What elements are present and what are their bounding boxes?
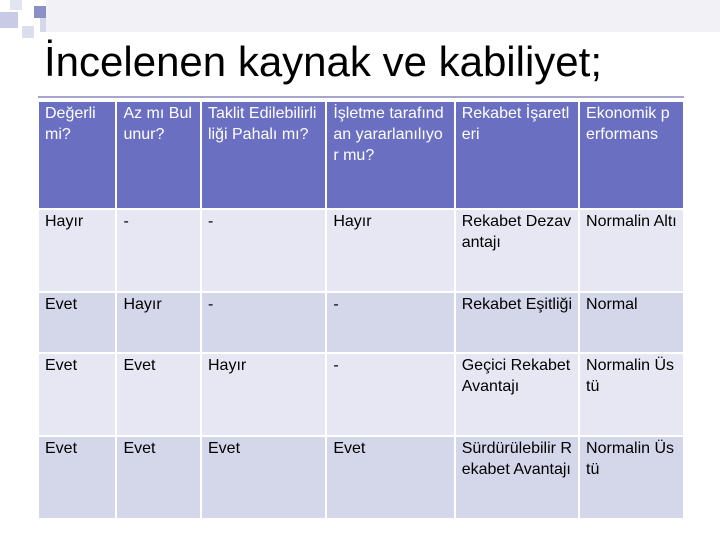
table-cell: Rekabet Eşitliği [456,293,578,352]
table-cell: Evet [327,437,453,518]
table-row [39,437,683,518]
table-cell: - [327,354,453,435]
table-cell: Evet [202,437,325,518]
table-cell: Hayır [39,210,115,291]
header-cell: Rekabet İşaretleri [456,102,578,208]
header-cell: İşletme tarafından yararlanılıyor mu? [327,102,453,208]
table-cell: Hayır [327,210,453,291]
title-divider [38,96,684,98]
table-cell: Geçici Rekabet Avantajı [456,354,578,435]
table-cell: Normalin Altı [580,210,683,291]
table-cell: - [327,293,453,352]
table-cell: - [202,210,325,291]
header-cell: Taklit Edilebilirliliği Pahalı mı? [202,102,325,208]
resource-capability-table [37,100,685,520]
header-row [39,102,683,208]
table-cell: Evet [117,354,200,435]
header-cell: Ekonomik performans [580,102,683,208]
table-cell: Normalin Üstü [580,437,683,518]
table-cell: - [202,293,325,352]
table-cell: Evet [39,293,115,352]
header-cell: Az mı Bulunur? [117,102,200,208]
table-row [39,354,683,435]
table-cell: Evet [39,354,115,435]
table-row [39,293,683,352]
table-cell: Normal [580,293,683,352]
table-cell: Evet [39,437,115,518]
header-cell: Değerli mi? [39,102,115,208]
table-cell: - [117,210,200,291]
table-cell: Hayır [117,293,200,352]
table-row [39,210,683,291]
table-cell: Hayır [202,354,325,435]
table-cell: Sürdürülebilir Rekabet Avantajı [456,437,578,518]
slide-title: İncelenen kaynak ve kabiliyet; [44,38,602,85]
table-cell: Normalin Üstü [580,354,683,435]
table-cell: Evet [117,437,200,518]
table-cell: Rekabet Dezavantajı [456,210,578,291]
